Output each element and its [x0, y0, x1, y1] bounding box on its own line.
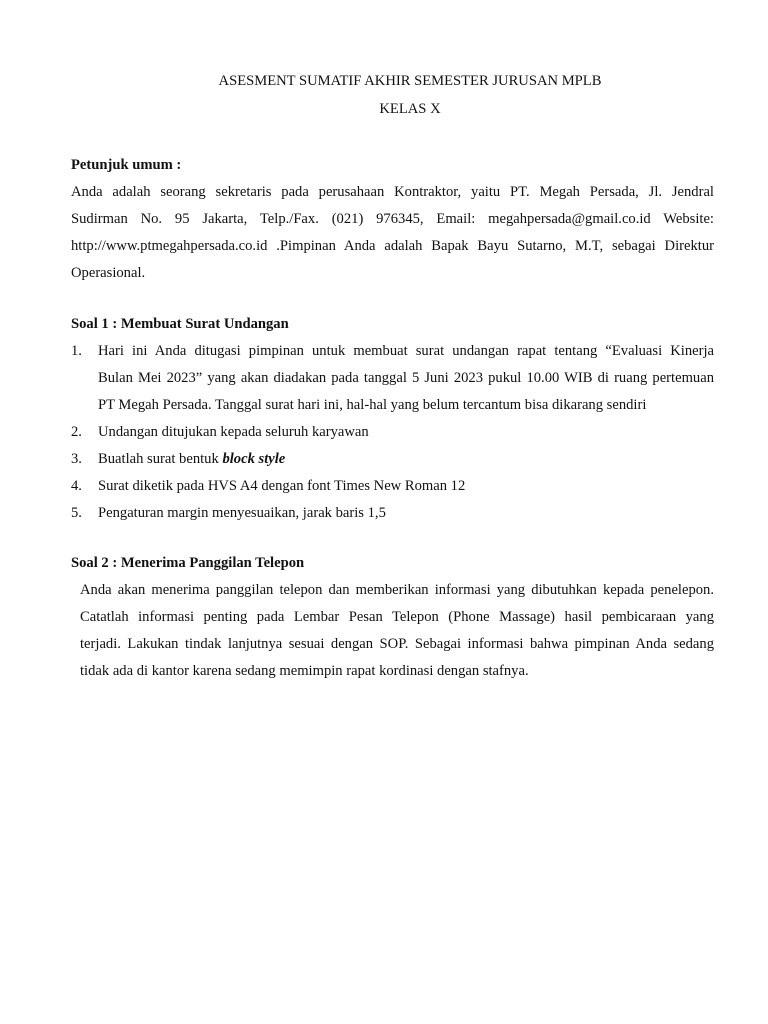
general-instructions-paragraph [71, 179, 714, 287]
paragraph-line: http://www.ptmegahpersada.co.id .Pimpinan Anda adalah Bapak Bayu Sutarno, M.T, sebagai Direktur [71, 238, 714, 254]
list-item [71, 419, 714, 446]
paragraph-line: Operasional. [71, 265, 146, 281]
general-instructions-section [71, 152, 714, 287]
list-item-text: Surat diketik pada HVS A4 dengan font Times New Roman 12 [98, 478, 466, 494]
list-item-emphasis: block style [222, 451, 286, 467]
paragraph-line: Catatlah informasi penting pada Lembar Pesan Telepon (Phone Massage) hasil pembicaraan yang [80, 609, 714, 625]
question-1-heading: Soal 1 : Membuat Surat Undangan [71, 316, 289, 332]
list-item [71, 446, 714, 473]
list-item-line: Hari ini Anda ditugasi pimpinan untuk membuat surat undangan rapat tentang “Evaluasi Kinerja [98, 343, 714, 359]
question-2-section [71, 550, 714, 685]
paragraph-line: Anda akan menerima panggilan telepon dan memberikan informasi yang dibutuhkan kepada penelepon. [80, 582, 714, 598]
list-item [71, 500, 714, 527]
list-item-number: 2. [71, 424, 82, 440]
paragraph-line: terjadi. Lakukan tindak lanjutnya sesuai dengan SOP. Sebagai informasi bahwa pimpinan Anda sedang [80, 636, 714, 652]
list-item-text: Buatlah surat bentuk [98, 451, 223, 467]
list-item-number: 4. [71, 478, 82, 494]
paragraph-line: tidak ada di kantor karena sedang memimpin rapat kordinasi dengan stafnya. [80, 663, 529, 679]
list-item [71, 338, 714, 419]
paragraph-line: Anda adalah seorang sekretaris pada perusahaan Kontraktor, yaitu PT. Megah Persada, Jl. Jendral [71, 184, 714, 200]
list-item-number: 3. [71, 451, 82, 467]
question-2-heading: Soal 2 : Menerima Panggilan Telepon [71, 555, 305, 571]
document-title: ASESMENT SUMATIF AKHIR SEMESTER JURUSAN MPLB [218, 73, 602, 89]
paragraph-line: Sudirman No. 95 Jakarta, Telp./Fax. (021) 976345, Email: megahpersada@gmail.co.id Website: [71, 211, 714, 227]
general-instructions-heading: Petunjuk umum : [71, 157, 182, 173]
question-2-paragraph [71, 577, 714, 685]
list-item-line: PT Megah Persada. Tanggal surat hari ini, hal-hal yang belum tercantum bisa dikarang sendiri [98, 397, 647, 413]
list-item-text: Undangan ditujukan kepada seluruh karyawan [98, 424, 369, 440]
list-item-number: 1. [71, 343, 82, 359]
question-1-section [71, 311, 714, 527]
list-item [71, 473, 714, 500]
list-item-text: Pengaturan margin menyesuaikan, jarak baris 1,5 [98, 505, 386, 521]
question-1-list [71, 338, 714, 527]
list-item-line: Bulan Mei 2023” yang akan diadakan pada tanggal 5 Juni 2023 pukul 10.00 WIB di ruang pertemuan [98, 370, 714, 386]
list-item-number: 5. [71, 505, 82, 521]
document-subtitle: KELAS X [379, 101, 441, 117]
